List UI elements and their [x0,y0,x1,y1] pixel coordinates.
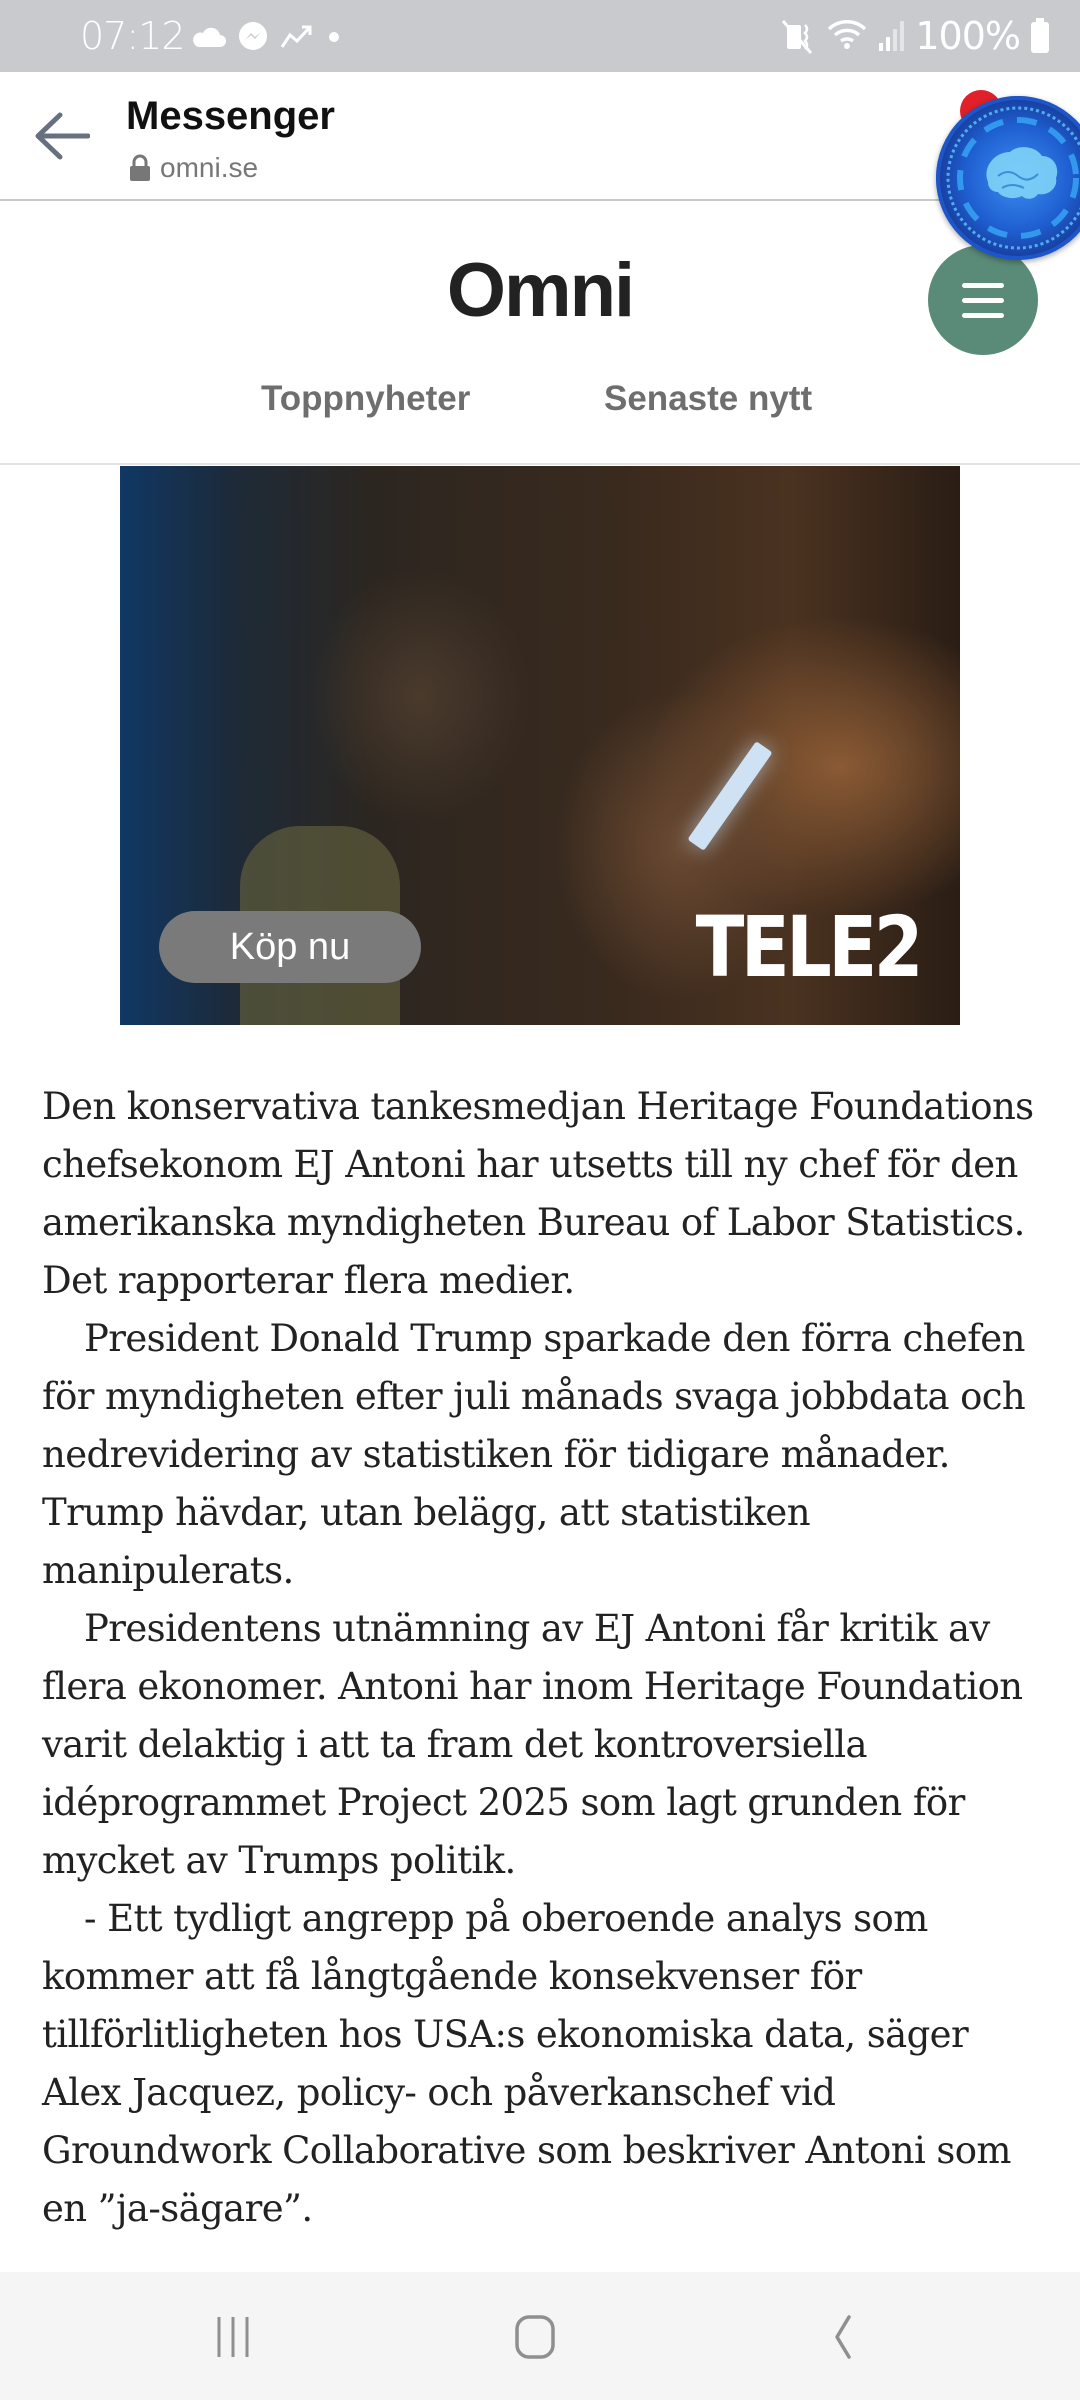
tab-senaste-nytt[interactable]: Senaste nytt [604,379,813,418]
dot-icon [326,29,342,45]
article-paragraph: Presidentens utnämning av EJ Antoni får kritik av flera ekonomer. Antoni har inom Heritage Foundation varit delaktig i att ta fram det kontroversiella idéprogrammet Project 2025 som lagt grunden för mycket av Trumps politik. [42,1607,1023,1882]
chevron-left-icon [825,2314,855,2360]
article-body [42,1078,1052,2238]
ad-image-tablet [687,741,772,851]
clock: 07:12 [80,14,185,58]
wifi-icon [827,17,867,55]
status-bar [0,0,1080,72]
article-paragraph: President Donald Trump sparkade den förra chefen för myndigheten efter juli månads svaga jobbdata och nedrevidering av statistiken för tidigare månader. Trump hävdar, utan belägg, att statistiken manipulerats. [42,1317,1026,1592]
battery-icon [1030,18,1050,54]
notification-icons [190,20,342,54]
cloud-icon [190,23,226,51]
tab-toppnyheter[interactable]: Toppnyheter [261,379,471,418]
system-back-button[interactable] [810,2312,870,2362]
lock-icon [128,154,152,182]
signal-icon [877,19,905,53]
arrow-left-icon [34,111,90,161]
site-header [0,201,1080,465]
system-navigation-bar [0,2272,1080,2400]
home-button[interactable] [505,2312,565,2362]
tele2-logo: TELE2 [695,898,920,996]
menu-button[interactable] [928,245,1038,355]
article-paragraph: - Ett tydligt angrepp på oberoende analys som kommer att få långtgående konsekvenser för tillförlitligheten hos USA:s ekonomiska data, säger Alex Jacquez, policy- och påverkanschef vid Groundwork Collaborative som beskriver Antoni som en ”ja-sägare”. [42,1897,1011,2230]
recent-apps-button[interactable] [203,2312,263,2362]
battery-percent: 100% [915,14,1020,58]
trend-icon [280,23,316,51]
url-text: omni.se [160,152,259,183]
hamburger-line [962,298,1004,303]
omni-logo[interactable]: Omni [446,248,634,333]
browser-url [128,152,258,184]
buy-now-button[interactable]: Köp nu [159,911,421,983]
hamburger-line [962,313,1004,318]
hamburger-line [962,283,1004,288]
recent-apps-icon [213,2315,253,2359]
browser-title: Messenger [126,94,335,138]
home-icon [513,2314,557,2360]
article-paragraph: Den konservativa tankesmedjan Heritage Foundations chefsekonom EJ Antoni har utsetts till ny chef för den amerikanska myndigheten Bureau of Labor Statistics. Det rapporterar flera medier. [42,1085,1034,1302]
vibrate-mute-icon [779,17,817,55]
messenger-icon [236,20,270,54]
in-app-browser-header [0,72,1080,201]
tele2-advertisement[interactable] [120,466,960,1025]
back-button[interactable] [30,104,94,168]
